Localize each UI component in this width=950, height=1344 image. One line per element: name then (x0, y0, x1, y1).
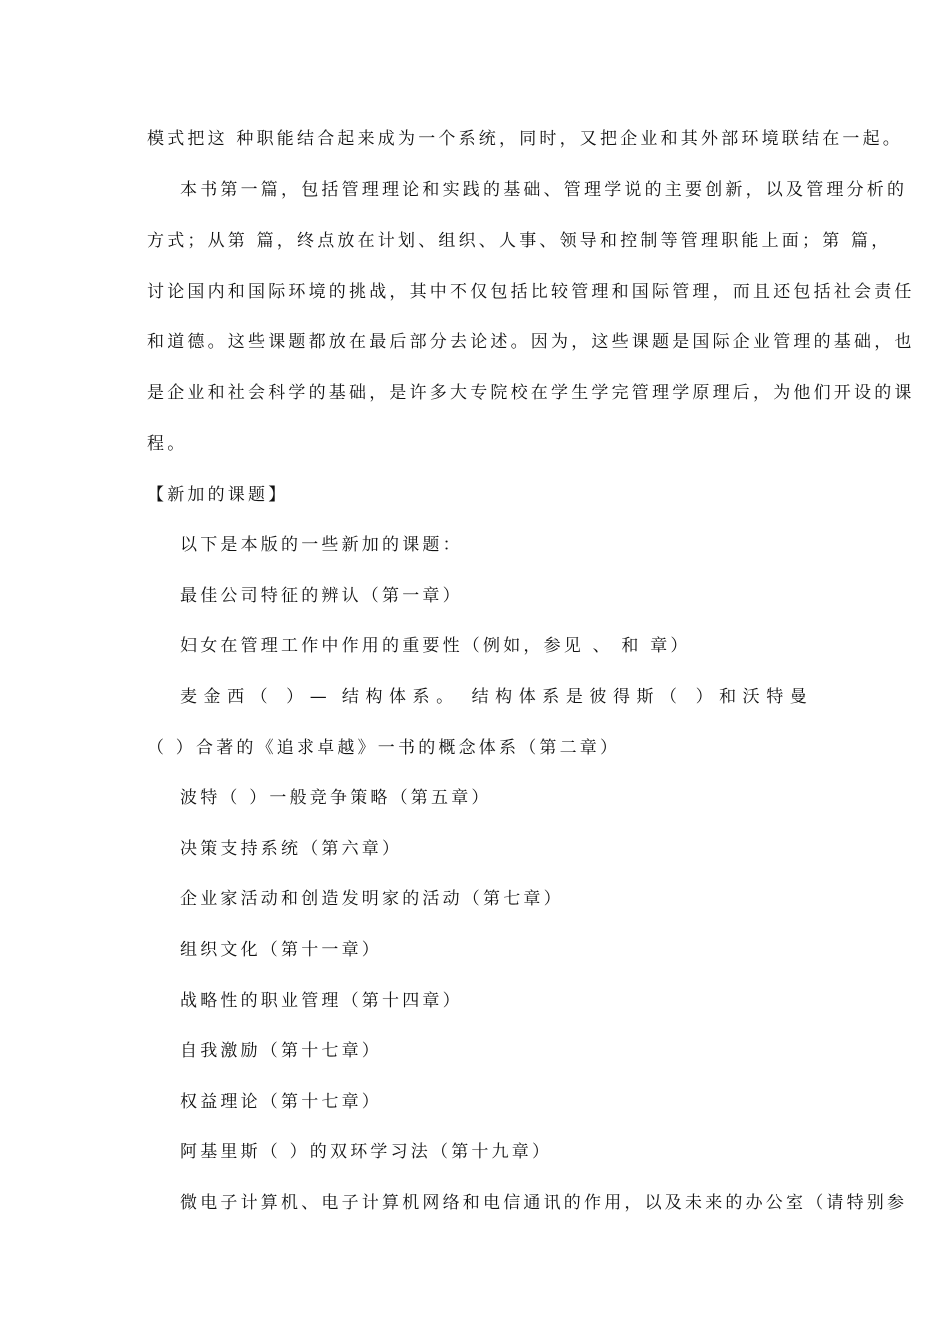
paragraph-2-line-1: 本书第一篇，包括管理理论和实践的基础、管理学说的主要创新，以及管理分析的 (180, 180, 908, 200)
list-item: 阿基里斯（ ）的双环学习法（第十九章） (180, 1142, 553, 1162)
section-intro: 以下是本版的一些新加的课题： (180, 535, 463, 555)
list-item: 组织文化（第十一章） (180, 940, 382, 960)
list-item: 战略性的职业管理（第十四章） (180, 991, 463, 1011)
list-item: 妇女在管理工作中作用的重要性（例如，参见 、 和 章） (180, 636, 691, 656)
paragraph-1-line-1: 模式把这 种职能结合起来成为一个系统，同时，又把企业和其外部环境联结在一起。 (147, 129, 904, 149)
list-item: 波特（ ）一般竞争策略（第五章） (180, 788, 492, 808)
list-item-continuation: （ ）合著的《追求卓越》一书的概念体系（第二章） (147, 738, 621, 758)
paragraph-2-line-2: 方式；从第 篇，终点放在计划、组织、人事、领导和控制等管理职能上面；第 篇， (147, 231, 892, 251)
list-item: 决策支持系统（第六章） (180, 839, 403, 859)
section-heading: 【新加的课题】 (147, 485, 289, 505)
list-item: 麦金西（ ）— 结构体系。 结构体系是彼得斯（ ）和沃特曼 (180, 687, 810, 707)
list-item: 最佳公司特征的辨认（第一章） (180, 586, 463, 606)
paragraph-2-line-3: 讨论国内和国际环境的挑战，其中不仅包括比较管理和国际管理，而且还包括社会责任 (147, 282, 915, 302)
list-item: 微电子计算机、电子计算机网络和电信通讯的作用，以及未来的办公室（请特别参 (180, 1193, 908, 1213)
list-item: 企业家活动和创造发明家的活动（第七章） (180, 889, 564, 909)
list-item: 自我激励（第十七章） (180, 1041, 382, 1061)
paragraph-2-line-5: 是企业和社会科学的基础，是许多大专院校在学生学完管理学原理后，为他们开设的课 (147, 383, 915, 403)
list-item: 权益理论（第十七章） (180, 1092, 382, 1112)
paragraph-2-line-4: 和道德。这些课题都放在最后部分去论述。因为，这些课题是国际企业管理的基础，也 (147, 332, 915, 352)
paragraph-2-line-6: 程。 (147, 434, 188, 454)
